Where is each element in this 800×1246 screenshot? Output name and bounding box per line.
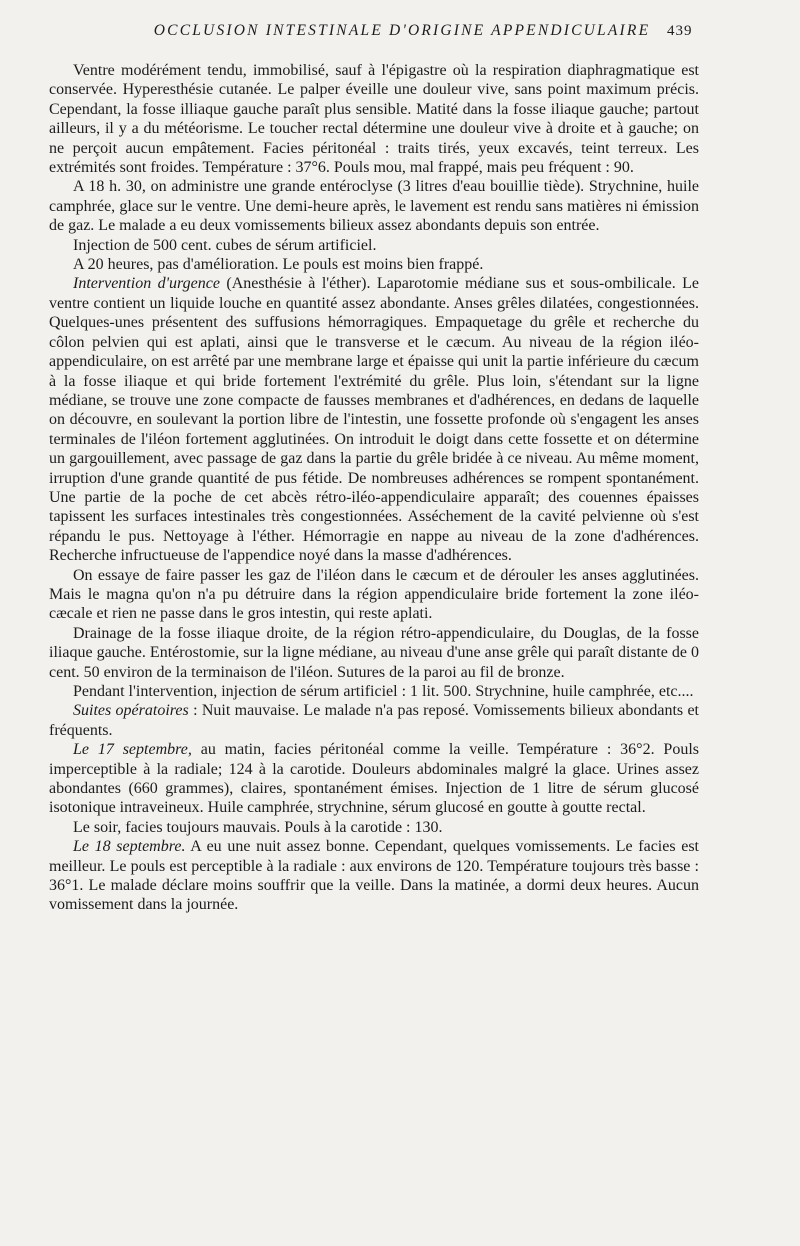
page-number: 439 — [667, 23, 693, 39]
paragraph-text: A eu une nuit assez bonne. Cependant, quelques vomissements. Le facies est meilleur. Le pouls est perceptible à la radiale : aux environs de 120. Température toujours très basse : 36°1. Le malade déclare moins souffrir que la veille. Dans la matinée, a dormi deux heures. Aucun vomissement dans la journée. — [49, 838, 700, 914]
paragraph-text: On essaye de faire passer les gaz de l'iléon dans le cæcum et de dérouler les anses agglutinées. Mais le magna qu'on n'a pu détruire dans la région appendiculaire bride fortement la zone iléo-cæcale et rien ne passe dans le gros intestin, qui reste aplati. — [49, 566, 699, 623]
paragraph — [49, 274, 699, 565]
paragraph — [49, 624, 699, 682]
paragraph — [49, 177, 699, 235]
paragraph-lead: Le 18 septembre. — [73, 838, 186, 856]
paragraph-text: Pendant l'intervention, injection de sérum artificiel : 1 lit. 500. Strychnine, huile camphrée, etc.... — [73, 683, 694, 700]
paragraph — [49, 818, 699, 837]
paragraph — [49, 740, 699, 818]
paragraph — [49, 837, 699, 915]
paragraph-text: : Nuit mauvaise. Le malade n'a pas reposé. Vomissements bilieux abondants et fréquents. — [49, 702, 699, 739]
paragraph-text: A 20 heures, pas d'amélioration. Le pouls est moins bien frappé. — [73, 256, 484, 274]
paragraph-text: (Anesthésie à l'éther). Laparotomie médiane sus et sous-ombilicale. Le ventre contient un liquide louche en quantité assez abondante. Anses grêles dilatées, congestionnées. Quelques-unes présentent des suffusions hémorragiques. Empaquetage du grêle et recherche du côlon pelvien qui est aplati, ainsi que le transverse et le cæcum. Au niveau de la région iléo-appendiculaire, on est arrêté par une membrane large et épaisse qui unit la partie inférieure du cæcum à la fosse iliaque et qui bride fortement l'extrémité du grêle. Plus loin, s'étendant sur la ligne médiane, se trouve une zone compacte de fausses membranes et d'adhérences, en dedans de laquelle on découvre, en soulevant la portion libre de l'intestin, une fossette profonde où s'engagent les anses terminales de l'iléon fortement agglutinées. On introduit le doigt dans cette fossette et on détermine un gargouillement, avec passage de gaz dans la partie du grêle bridée à ce niveau. Au même moment, irruption d'une grande quantité de pus fétide. De nombreuses adhérences se rompent spontanément. Une partie de la poche de cet abcès rétro-iléo-appendiculaire apparaît; des couennes épaisses tapissent les surfaces intestinales très congestionnées. Asséchement de la cavité pelvienne où s'est répandu le pus. Nettoyage à l'éther. Hémorragie en nappe au niveau de la zone d'adhérences. Recherche infructueuse de l'appendice noyé dans la masse d'adhérences. — [49, 275, 700, 565]
body-text — [49, 61, 699, 915]
paragraph-lead: Intervention d'urgence — [73, 275, 220, 293]
running-title: OCCLUSION INTESTINALE D'ORIGINE APPENDICULAIRE — [153, 22, 651, 39]
paragraph-lead: Suites opératoires — [73, 702, 189, 720]
paragraph — [49, 682, 699, 701]
paragraph — [49, 255, 699, 274]
paragraph-lead: Le 17 septembre, — [73, 741, 192, 759]
paragraph — [49, 566, 699, 624]
paragraph-text: au matin, facies péritonéal comme la veille. Température : 36°2. Pouls imperceptible à la radiale; 124 à la carotide. Douleurs abdominales malgré la glace. Urines assez abondantes (660 grammes), claires, spontanément émises. Injection de 1 litre de sérum glucosé isotonique intraveineux. Huile camphrée, strychnine, sérum glucosé en goutte à goutte rectal. — [49, 741, 699, 817]
paragraph-text: Ventre modérément tendu, immobilisé, sauf à l'épigastre où la respiration diaphragmatique est conservée. Hyperesthésie cutanée. Le palper éveille une douleur vive, sans point maximum précis. Cependant, la fosse illiaque gauche paraît plus sensible. Matité dans la fosse iliaque gauche; partout ailleurs, il y a du météorisme. Le toucher rectal détermine une douleur vive à droite et à gauche; on ne perçoit aucun empâtement. Facies péritonéal : traits tirés, yeux excavés, teint terreux. Les extrémités sont froides. Température : 37°6. Pouls mou, mal frappé, mais peu fréquent : 90. — [49, 62, 699, 177]
paragraph-text: Le soir, facies toujours mauvais. Pouls à la carotide : 130. — [73, 818, 443, 836]
paragraph-text: Drainage de la fosse iliaque droite, de la région rétro-appendiculaire, du Douglas, de la fosse iliaque gauche. Entérostomie, sur la ligne médiane, au niveau d'une anse grêle qui paraît distante de 0 cent. 50 environ de la terminaison de l'iléon. Sutures de la paroi au fil de bronze. — [49, 624, 699, 681]
paragraph — [49, 236, 699, 255]
paragraph — [49, 61, 699, 177]
paragraph — [49, 701, 699, 740]
paragraph-text: Injection de 500 cent. cubes de sérum artificiel. — [73, 236, 377, 254]
paragraph-text: A 18 h. 30, on administre une grande entéroclyse (3 litres d'eau bouillie tiède). Strychnine, huile camphrée, glace sur le ventre. Une demi-heure après, le lavement est rendu sans matières ni émission de gaz. Le malade a eu deux vomissements bilieux assez abondants depuis son entrée. — [49, 178, 699, 235]
